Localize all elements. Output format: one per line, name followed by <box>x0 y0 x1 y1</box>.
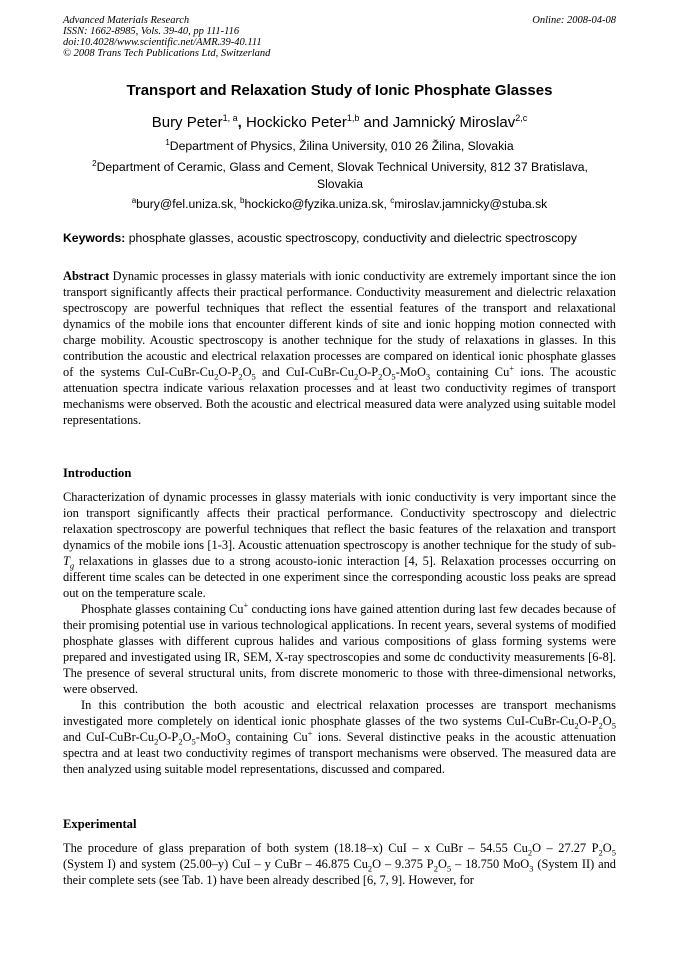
introduction-body <box>63 489 616 777</box>
author-separator: , <box>237 114 246 131</box>
paragraph: Phosphate glasses containing Cu+ conducting ions have gained attention during last few decades because of their promising potential use in various technological applications. In recent years, several systems of modified phosphate glasses with different cuprous halides and various compositions of glass forming systems were prepared and investigated using IR, SEM, X-ray spectroscopies and some dc conductivity measurements [6-8]. The presence of several structural units, from discrete monomeric to those with three-dimensional networks, were observed. <box>63 599 616 696</box>
keywords-text: phosphate glasses, acoustic spectroscopy, conductivity and dielectric spectroscopy <box>125 231 577 245</box>
journal-doi: doi:10.4028/www.scientific.net/AMR.39-40.111 <box>63 37 262 48</box>
keywords <box>63 231 616 245</box>
affiliation-2 <box>80 159 600 193</box>
affiliation-text: Department of Ceramic, Glass and Cement, Slovak Technical University, 812 37 Bratislava, Slovakia <box>96 160 588 191</box>
paragraph: In this contribution the both acoustic and electrical relaxation processes are transport mechanisms investigated more completely on identical ionic phosphate glasses of the two systems CuI-$CuBr-Cu_2O-P_2O_5$ and CuI-$CuBr-Cu_2O-P_2O_5-MoO_3$ containing Cu+ ions. Several distinctive peaks in the acoustic attenuation spectra and at least two conductivity regimes of transport mechanisms were observed. The measured data are then analyzed using suitable model representations, discussed and compared. <box>63 698 616 776</box>
author-name: Hockicko Peter <box>245 114 347 131</box>
author-separator: and <box>359 114 393 131</box>
author-list <box>63 114 616 131</box>
journal-name: Advanced Materials Research <box>63 15 190 26</box>
email-mark: b <box>240 195 245 205</box>
paragraph: Characterization of dynamic processes in glassy materials with ionic conductivity is very important since the ion transport significantly affects their practical performance. Conductivity spectroscopy and dielectric relaxation spectroscopy are powerful techniques that reflect the basic features of the relaxation and transport dynamics of the mobile ions [1-3]. Acoustic attenuation spectroscopy is another technique for the study of sub-$T_g$ relaxations in glasses due to a strong acousto-ionic interaction [4, 5]. Relaxation processes occurring on different time scales can be detected in one experiment since the corresponding acoustic loss peaks are spread out on the temperature scale. <box>63 490 616 600</box>
author-affiliation-mark: 2,c <box>515 113 528 123</box>
author-name: Jamnický Miroslav <box>392 114 516 131</box>
email-link[interactable]: miroslav.jamnicky@stuba.sk <box>394 197 548 211</box>
keywords-label: Keywords: <box>63 231 126 245</box>
paper-title: Transport and Relaxation Study of Ionic Phosphate Glasses <box>126 82 553 99</box>
affiliation-number: 1 <box>165 137 170 147</box>
author-affiliation-mark: 1, a <box>222 113 238 123</box>
author-name: Bury Peter <box>151 114 223 131</box>
email-list <box>63 196 616 213</box>
affiliation-text: Department of Physics, Žilina University, 010 26 Žilina, Slovakia <box>169 139 514 153</box>
email-link[interactable]: bury@fel.uniza.sk, <box>136 197 240 211</box>
email-mark: c <box>390 195 395 205</box>
paragraph: The procedure of glass preparation of both system (18.18–x) CuI – x CuBr – 54.55 $Cu_2O - 27.27$ $P_2O_5$ (System I) and system (25.00–y) CuI – y CuBr – 46.875 $Cu_2O - 9.375$ $P_2O_5 - 18.750$ MoO$_3$ (System II) and their complete sets (see Tab. 1) have been already described [6, 7, 9]. However, for <box>63 841 616 887</box>
online-date: Online: 2008-04-08 <box>532 15 616 26</box>
journal-copyright: © 2008 Trans Tech Publications Ltd, Switzerland <box>63 48 271 59</box>
journal-issn: ISSN: 1662-8985, Vols. 39-40, pp 111-116 <box>63 26 240 37</box>
section-heading-introduction: Introduction <box>63 466 132 480</box>
email-link[interactable]: hockicko@fyzika.uniza.sk, <box>244 197 391 211</box>
email-mark: a <box>131 195 137 205</box>
affiliation-1 <box>63 138 616 155</box>
experimental-body <box>63 840 616 888</box>
section-heading-experimental: Experimental <box>63 817 137 831</box>
journal-header <box>63 15 616 59</box>
abstract-label: Abstract <box>63 269 110 283</box>
author-affiliation-mark: 1,b <box>346 113 360 123</box>
abstract: Abstract Dynamic processes in glassy materials with ionic conductivity are extremely important since the ion transport significantly affects their practical performance. Conductivity measurement and dielectric relaxation spectroscopy are powerful techniques that reflect the essential features of the transport and relaxational dynamics of the mobile ions that encounter different kinds of site and ionic hopping motion connected with charge mobility. Acoustic spectroscopy is another technique for the study of relaxations in glasses. In this contribution the acoustic and electrical relaxation processes are compared on identical ionic phosphate glasses of the systems CuI-$CuBr-Cu_2O-P_2O_5$ and CuI-$CuBr-Cu_2O-P_2O_5-MoO_3$ containing Cu+ ions. The acoustic attenuation spectra indicate various relaxation processes and at least two conductivity regimes of transport mechanisms were observed. Both the acoustic and electrical measured data were analyzed using suitable model representations. <box>63 269 616 427</box>
affiliation-number: 2 <box>92 158 97 168</box>
